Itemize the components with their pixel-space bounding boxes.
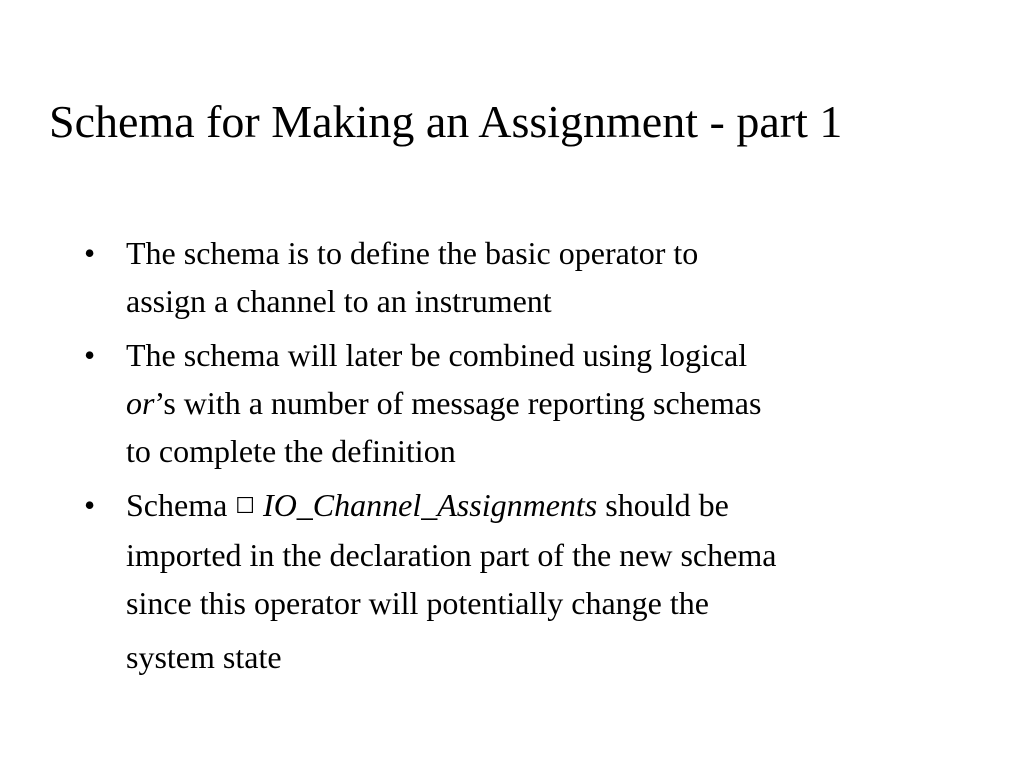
schema-prefix: Schema [126,487,236,523]
bullet-marker: • [84,235,96,271]
bullet-marker: • [84,337,96,373]
bullet-list [84,229,964,687]
bullet-line: The schema will later be combined using logical [126,337,748,373]
bullet-line: to complete the definition [126,433,456,469]
bullet-text [126,481,964,681]
bullet-line: assign a channel to an instrument [126,283,552,319]
bullet-item-3 [84,481,964,681]
bullet-text [126,331,964,475]
bullet-line: since this operator will potentially change the [126,585,709,621]
slide-title: Schema for Making an Assignment - part 1 [49,96,843,147]
bullet-item-2 [84,331,964,475]
missing-glyph-icon: ☐ [235,494,256,519]
bullet-text [126,229,964,325]
bullet-line-rest: ’s with a number of message reporting schemas [154,385,762,421]
bullet-item-1 [84,229,964,325]
bullet-line [126,481,964,531]
bullet-line: system state [126,639,282,675]
schema-suffix: should be [597,487,729,523]
bullet-line [126,379,964,427]
schema-name: IO_Channel_Assignments [263,487,598,523]
bullet-marker: • [84,487,96,523]
bullet-line: The schema is to define the basic operator to [126,235,699,271]
bullet-line: imported in the declaration part of the new schema [126,537,777,573]
italic-or: or [126,385,155,421]
